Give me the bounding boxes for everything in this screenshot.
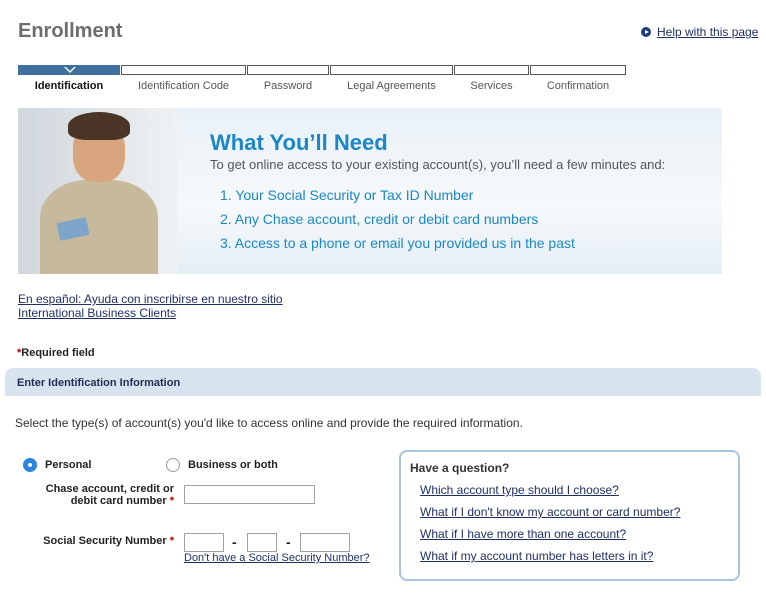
step-label-legal-agreements: Legal Agreements <box>347 80 436 92</box>
business-radio-label[interactable]: Business or both <box>188 459 278 471</box>
play-circle-icon <box>641 27 651 37</box>
page-title: Enrollment <box>18 20 123 42</box>
ssn-dash: - <box>286 534 291 550</box>
step-label-identification: Identification <box>34 80 104 92</box>
what-youll-need-banner <box>18 108 722 274</box>
banner-title: What You’ll Need <box>210 130 388 155</box>
step-label-services: Services <box>470 80 513 92</box>
banner-list-item: 1. Your Social Security or Tax ID Number <box>220 187 474 203</box>
faq-link-account-type[interactable]: Which account type should I choose? <box>420 483 619 497</box>
international-business-link[interactable]: International Business Clients <box>18 306 177 320</box>
no-ssn-link[interactable]: Don't have a Social Security Number? <box>184 552 370 564</box>
banner-list-item: 3. Access to a phone or email you provided us in the past <box>220 235 575 251</box>
help-link-label: Help with this page <box>657 25 759 39</box>
faq-link-multiple-accounts[interactable]: What if I have more than one account? <box>420 527 627 541</box>
banner-photo <box>18 108 178 274</box>
form-instructions: Select the type(s) of account(s) you'd like to access online and provide the required information. <box>15 416 523 430</box>
required-field-text: Required field <box>21 347 95 359</box>
card-number-label-line2 <box>20 495 174 507</box>
step-label-password: Password <box>263 80 313 92</box>
step-bar-services <box>454 65 529 75</box>
faq-link-letters[interactable]: What if my account number has letters in it? <box>420 549 654 563</box>
step-bar-password <box>247 65 329 75</box>
personal-radio-label[interactable]: Personal <box>45 459 92 471</box>
required-star: * <box>169 495 174 507</box>
banner-list-item: 2. Any Chase account, credit or debit card numbers <box>220 211 539 227</box>
card-number-input[interactable] <box>184 485 315 504</box>
faq-link-unknown-number[interactable]: What if I don't know my account or card number? <box>420 505 681 519</box>
ssn-label-text: Social Security Number <box>43 535 167 547</box>
ssn-part2-input[interactable] <box>247 533 277 552</box>
required-star: * <box>17 347 22 359</box>
step-bar-confirmation <box>530 65 626 75</box>
step-bar-identification <box>18 65 120 75</box>
section-title: Enter Identification Information <box>17 377 181 389</box>
step-bar-legal-agreements <box>330 65 453 75</box>
ssn-dash: - <box>232 534 237 550</box>
question-box-title: Have a question? <box>410 461 510 475</box>
step-label-identification-code: Identification Code <box>137 80 230 92</box>
card-number-label-line1: Chase account, credit or <box>45 483 174 495</box>
ssn-label <box>20 535 174 547</box>
ssn-part3-input[interactable] <box>300 533 350 552</box>
card-number-label-line2-text: debit card number <box>70 495 167 507</box>
ssn-part1-input[interactable] <box>184 533 224 552</box>
step-label-confirmation: Confirmation <box>546 80 610 92</box>
required-star: * <box>169 535 174 547</box>
step-bar-identification-code <box>121 65 246 75</box>
card-number-label <box>20 483 174 507</box>
help-link[interactable] <box>641 25 758 39</box>
section-header <box>5 368 761 396</box>
have-a-question-box <box>399 450 740 581</box>
spanish-help-link[interactable]: En español: Ayuda con inscribirse en nuestro sitio <box>18 292 283 306</box>
personal-radio[interactable] <box>23 458 37 472</box>
banner-subtitle: To get online access to your existing account(s), you’ll need a few minutes and: <box>210 157 666 172</box>
business-radio[interactable] <box>166 458 180 472</box>
required-field-note <box>17 347 95 359</box>
